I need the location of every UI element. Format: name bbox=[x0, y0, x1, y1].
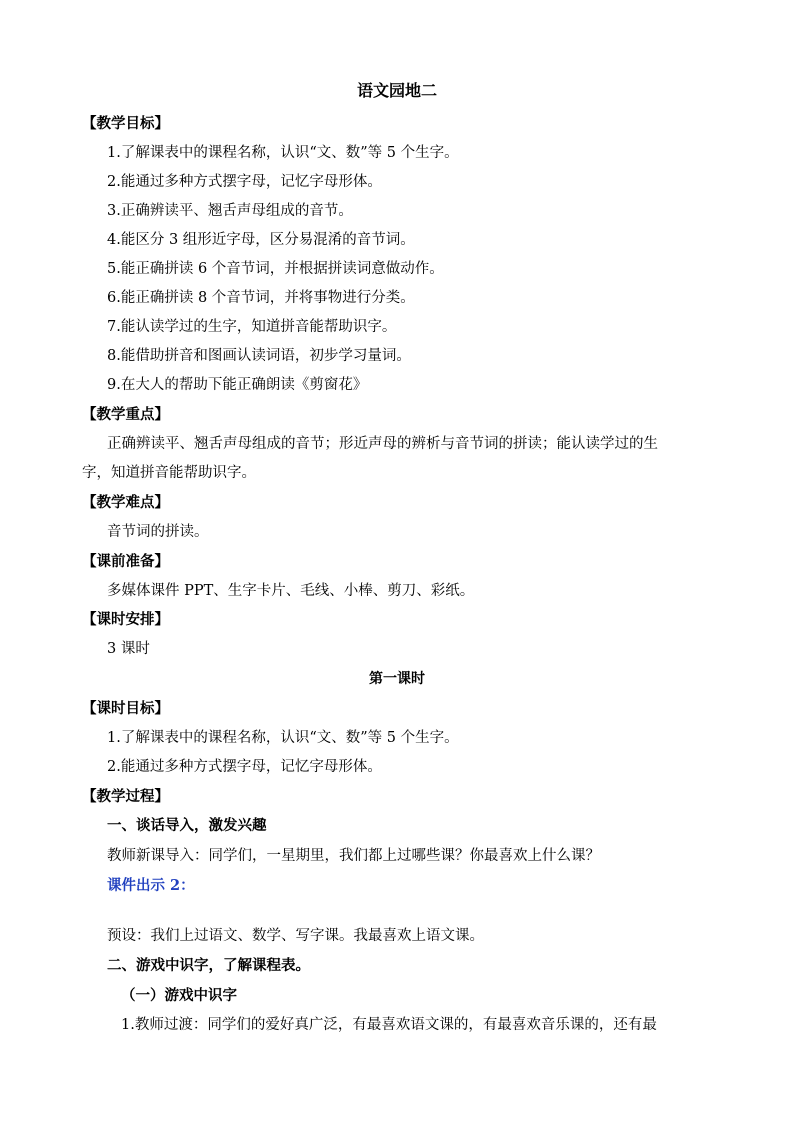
lesson-goals-heading: 【课时目标】 bbox=[82, 700, 169, 717]
section1-text: 教师新课导入：同学们，一星期里，我们都上过哪些课？你最喜欢上什么课？ bbox=[107, 848, 600, 864]
goal-item: 9.在大人的帮助下能正确朗读《剪窗花》 bbox=[107, 377, 368, 393]
section1-heading: 一、谈话导入，激发兴趣 bbox=[107, 817, 267, 834]
goal-item: 4.能区分 3 组形近字母，区分易混淆的音节词。 bbox=[107, 232, 415, 248]
difficulties-heading: 【教学难点】 bbox=[82, 494, 169, 511]
lesson-goal-item: 2.能通过多种方式摆字母，记忆字母形体。 bbox=[107, 759, 382, 775]
schedule-heading: 【课时安排】 bbox=[82, 611, 169, 628]
document-title: 语文园地二 bbox=[356, 81, 437, 100]
first-lesson-title: 第一课时 bbox=[369, 671, 425, 687]
courseware-label: 课件出示 2： bbox=[107, 877, 195, 894]
lesson-goal-item: 1.了解课表中的课程名称，认识“文、数”等 5 个生字。 bbox=[107, 730, 459, 746]
step1-text: 1.教师过渡：同学们的爱好真广泛，有最喜欢语文课的，有最喜欢音乐课的，还有最 bbox=[121, 1017, 657, 1033]
subsection-heading: （一）游戏中识字 bbox=[121, 987, 237, 1004]
preparation-heading: 【课前准备】 bbox=[82, 553, 169, 570]
key-points-text-line1: 正确辨读平、翘舌声母组成的音节；形近声母的辨析与音节词的拼读；能认读学过的生 bbox=[107, 436, 658, 452]
goal-item: 7.能认读学过的生字，知道拼音能帮助识字。 bbox=[107, 319, 397, 335]
goal-item: 8.能借助拼音和图画认读词语，初步学习量词。 bbox=[107, 348, 411, 364]
section2-heading: 二、游戏中识字，了解课程表。 bbox=[107, 957, 310, 974]
teaching-goals-heading: 【教学目标】 bbox=[82, 115, 169, 132]
goal-item: 5.能正确拼读 6 个音节词，并根据拼读词意做动作。 bbox=[107, 261, 444, 277]
preparation-text: 多媒体课件 PPT、生字卡片、毛线、小棒、剪刀、彩纸。 bbox=[107, 583, 475, 599]
process-heading: 【教学过程】 bbox=[82, 788, 169, 805]
preset-text: 预设：我们上过语文、数学、写字课。我最喜欢上语文课。 bbox=[107, 928, 484, 944]
goal-item: 1.了解课表中的课程名称，认识“文、数”等 5 个生字。 bbox=[107, 145, 459, 161]
key-points-heading: 【教学重点】 bbox=[82, 406, 169, 423]
goal-item: 6.能正确拼读 8 个音节词，并将事物进行分类。 bbox=[107, 290, 415, 306]
schedule-text: 3 课时 bbox=[107, 641, 150, 657]
goal-item: 2.能通过多种方式摆字母，记忆字母形体。 bbox=[107, 174, 382, 190]
key-points-text-line2: 字，知道拼音能帮助识字。 bbox=[82, 465, 256, 481]
difficulties-text: 音节词的拼读。 bbox=[107, 524, 209, 540]
goal-item: 3.正确辨读平、翘舌声母组成的音节。 bbox=[107, 203, 353, 219]
